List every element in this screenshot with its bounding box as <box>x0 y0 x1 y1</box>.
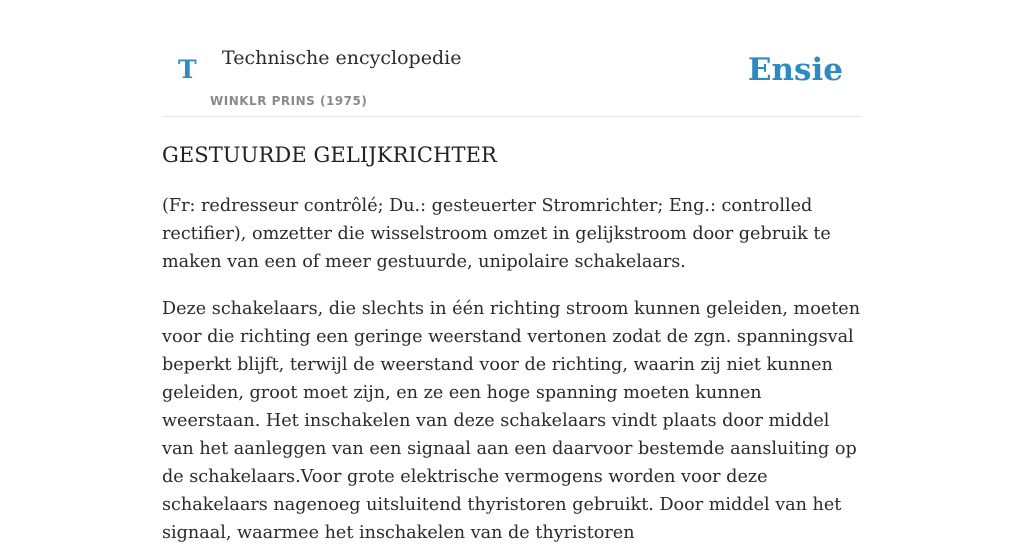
article <box>162 140 864 547</box>
entry-title: GESTUURDE GELIJKRICHTER <box>162 143 497 167</box>
brand-logo-link[interactable]: Ensie <box>747 52 843 88</box>
book-title[interactable]: Technische encyclopedie <box>222 47 462 69</box>
book-logo-mark[interactable]: T <box>178 55 197 84</box>
paragraph-2: Deze schakelaars, die slechts in één richting stroom kunnen geleiden, moeten voor die richting een geringe weerstand vertonen zodat de zgn. spanningsval beperkt blijft, terwijl de weerstand voor de richting, waarin zij niet kunnen geleiden, groot moet zijn, en ze een hoge spanning moeten kunnen weerstaan. Het inschakelen van deze schakelaars vindt plaats door middel van het aanleggen van een signaal aan een daarvoor bestemde aansluiting op de schakelaars.Voor grote elektrische vermogens worden voor deze schakelaars nagenoeg uitsluitend thyristoren gebruikt. Door middel van het signaal, waarmee het inschakelen van de thyristoren <box>162 299 861 543</box>
paragraph-1: (Fr: redresseur contrôlé; Du.: gesteuerter Stromrichter; Eng.: controlled rectifier), omzetter die wisselstroom omzet in gelijkstroom door gebruik te maken van een of meer gestuurde, unipolaire schakelaars. <box>162 196 831 272</box>
book-source: WINKLR PRINS (1975) <box>210 94 368 108</box>
site-header <box>162 0 862 117</box>
